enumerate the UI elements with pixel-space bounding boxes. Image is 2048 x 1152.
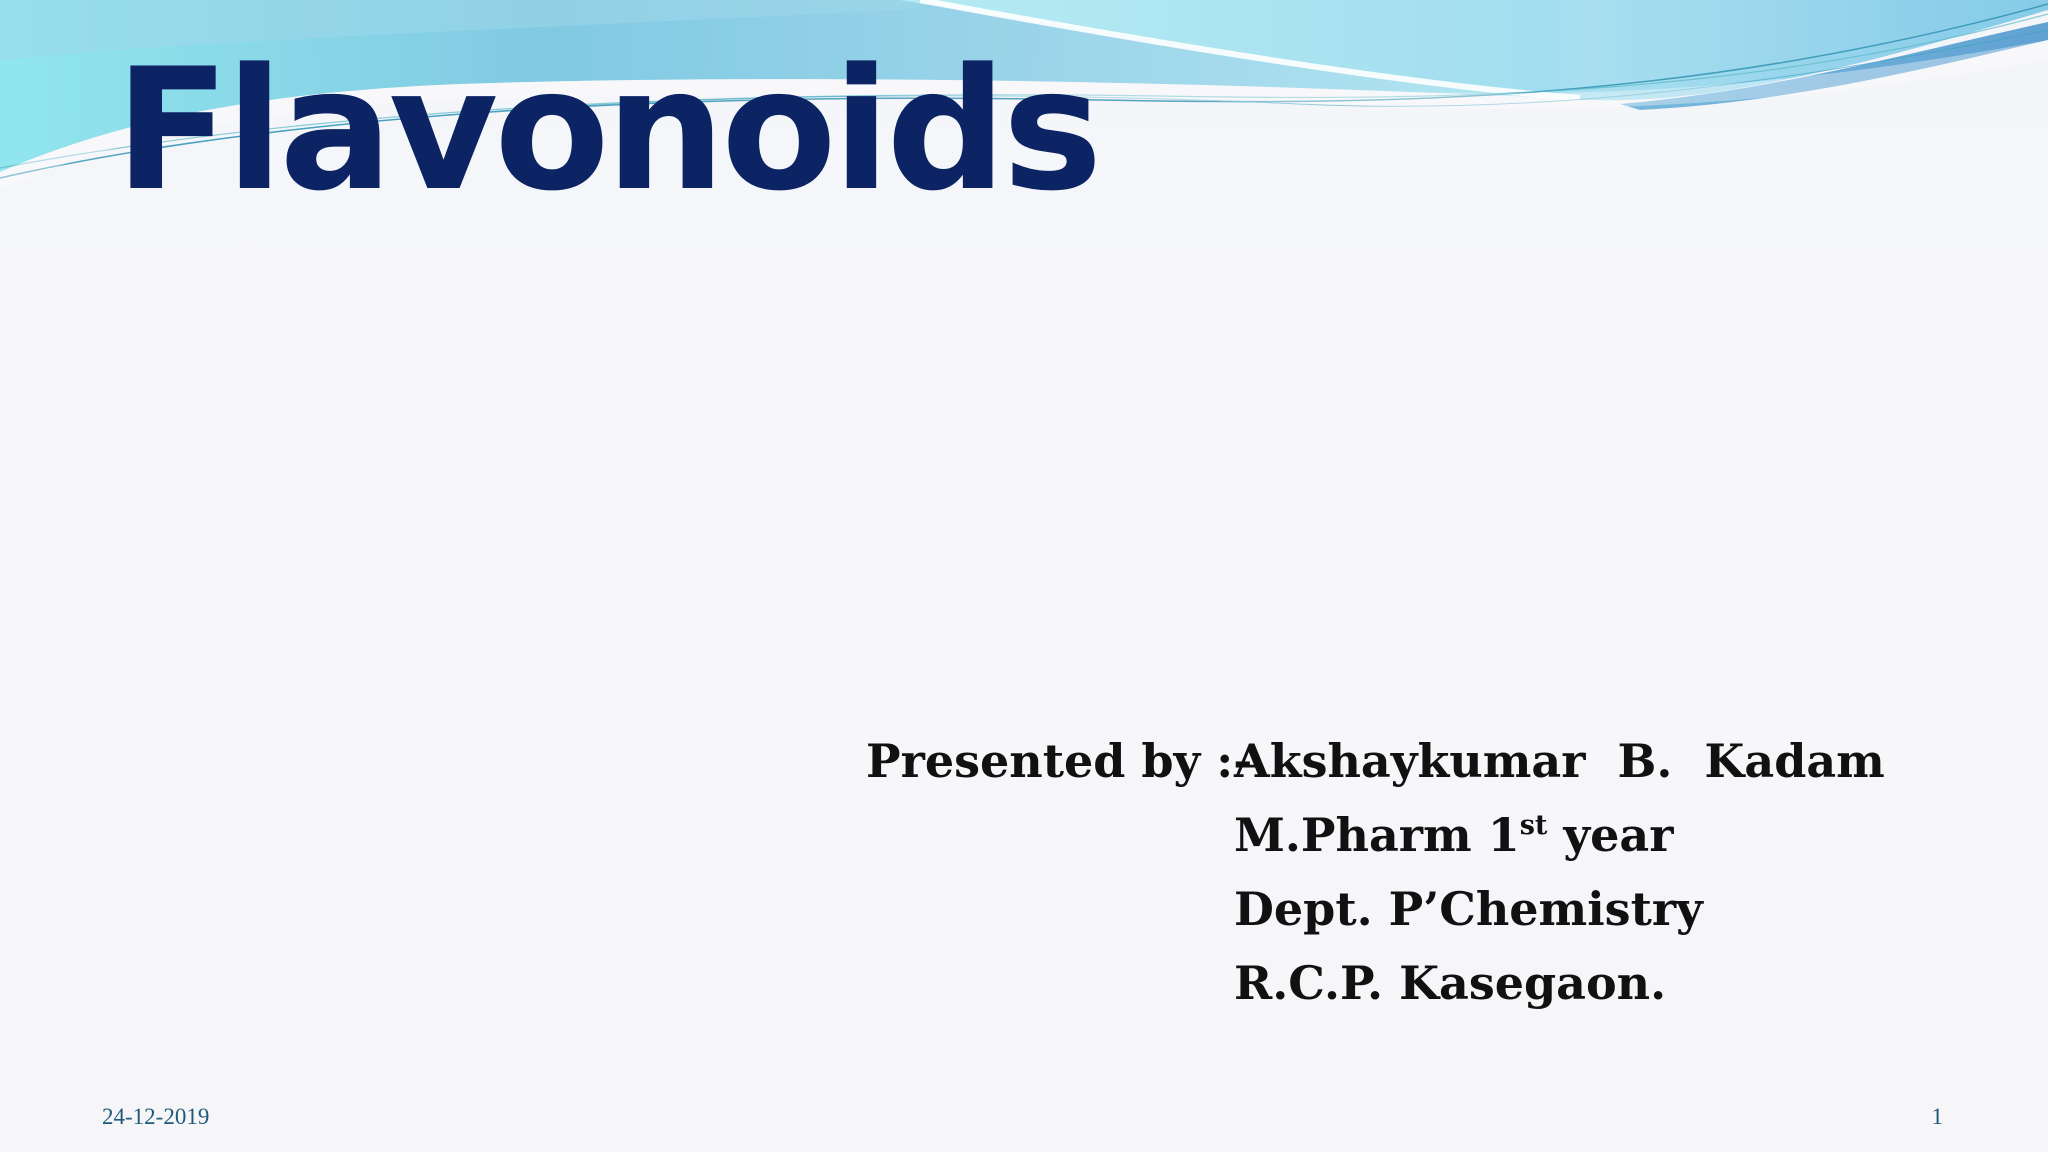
presenter-degree (1234, 798, 1673, 872)
presented-by-label: Presented by :- (866, 734, 1253, 788)
presenter-department: Dept. P’Chemistry (1234, 882, 1703, 936)
presenter-name: Akshaykumar B. Kadam (1234, 734, 1885, 788)
footer-page-number: 1 (1931, 1104, 1943, 1129)
footer-date: 24-12-2019 (102, 1104, 210, 1129)
degree-superscript: st (1519, 810, 1548, 841)
presenter-block (866, 724, 1885, 1020)
presenter-degree-row (866, 798, 1885, 872)
presenter-college-row (866, 946, 1885, 1020)
presenter-name-row (866, 724, 1885, 798)
presenter-college: R.C.P. Kasegaon. (1234, 956, 1667, 1010)
degree-prefix: M.Pharm 1 (1234, 808, 1520, 862)
presenter-department-row (866, 872, 1885, 946)
degree-suffix: year (1547, 808, 1674, 862)
slide-title: Flavonoids (115, 32, 1099, 228)
